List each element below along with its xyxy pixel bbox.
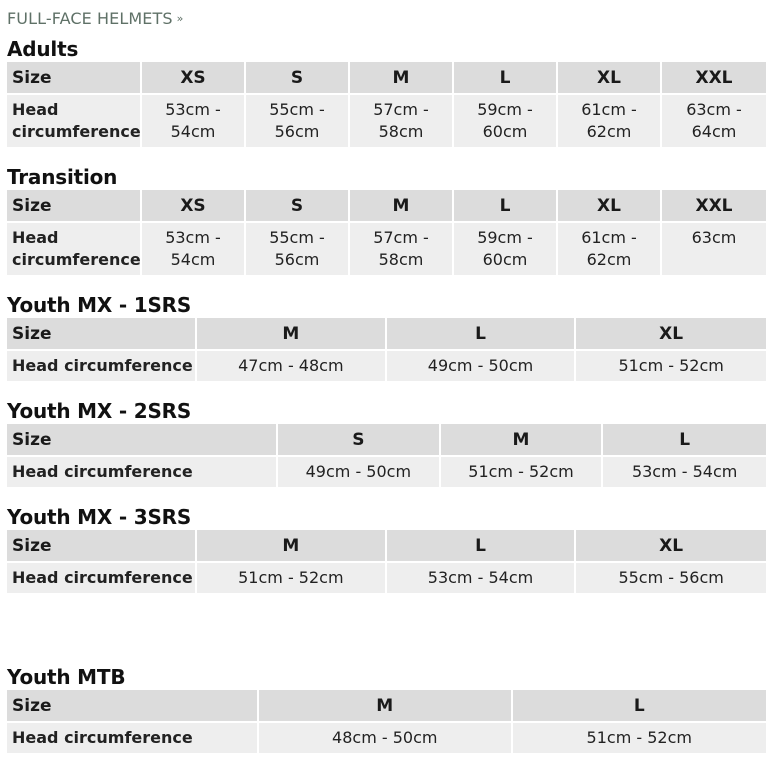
page-heading-label: FULL-FACE HELMETS: [7, 9, 173, 28]
table-header-row: [7, 690, 766, 723]
value-cell: 48cm - 50cm: [259, 723, 513, 753]
table-header-row: [7, 62, 766, 95]
value-cell: 57cm - 58cm: [350, 223, 454, 275]
size-cell: M: [259, 690, 513, 723]
size-cell: XL: [576, 318, 766, 351]
table-value-row: [7, 95, 766, 147]
size-table-youth-mx-2srs: [7, 424, 766, 487]
size-cell: XXL: [662, 190, 766, 223]
section-title-youth-mx-3srs: Youth MX - 3SRS: [7, 505, 192, 529]
size-row-label: Size: [7, 318, 197, 351]
value-cell: 53cm - 54cm: [387, 563, 577, 593]
value-cell: 55cm - 56cm: [576, 563, 766, 593]
value-cell: 47cm - 48cm: [197, 351, 387, 381]
value-cell: 63cm - 64cm: [662, 95, 766, 147]
head-circumference-label: Head circumference: [7, 563, 197, 593]
value-cell: 61cm - 62cm: [558, 223, 662, 275]
value-cell: 49cm - 50cm: [387, 351, 577, 381]
size-row-label: Size: [7, 530, 197, 563]
chevron-down-icon: »: [176, 12, 184, 25]
size-table-youth-mx-3srs: [7, 530, 766, 593]
table-value-row: [7, 723, 766, 753]
size-cell: L: [513, 690, 767, 723]
size-cell: XXL: [662, 62, 766, 95]
value-cell: 53cm - 54cm: [603, 457, 766, 487]
head-circumference-label: Head circumference: [7, 457, 278, 487]
value-cell: 59cm - 60cm: [454, 95, 558, 147]
value-cell: 49cm - 50cm: [278, 457, 441, 487]
head-circumference-label: Head circumference: [7, 95, 142, 147]
size-row-label: Size: [7, 690, 259, 723]
size-row-label: Size: [7, 62, 142, 95]
table-header-row: [7, 318, 766, 351]
size-cell: XL: [558, 190, 662, 223]
value-cell: 57cm - 58cm: [350, 95, 454, 147]
size-cell: XL: [558, 62, 662, 95]
value-cell: 61cm - 62cm: [558, 95, 662, 147]
size-cell: M: [197, 530, 387, 563]
size-table-youth-mtb: [7, 690, 766, 753]
table-value-row: [7, 457, 766, 487]
value-cell: 51cm - 52cm: [576, 351, 766, 381]
size-cell: S: [246, 62, 350, 95]
size-cell: M: [197, 318, 387, 351]
size-row-label: Size: [7, 424, 278, 457]
page-heading[interactable]: [7, 9, 183, 28]
section-title-transition: Transition: [7, 165, 118, 189]
size-table-adults: [7, 62, 766, 147]
size-cell: S: [278, 424, 441, 457]
section-title-adults: Adults: [7, 37, 79, 61]
section-title-youth-mx-2srs: Youth MX - 2SRS: [7, 399, 192, 423]
size-cell: L: [454, 62, 558, 95]
section-title-youth-mtb: Youth MTB: [7, 665, 126, 689]
value-cell: 55cm - 56cm: [246, 223, 350, 275]
value-cell: 55cm - 56cm: [246, 95, 350, 147]
size-table-transition: [7, 190, 766, 275]
head-circumference-label: Head circumference: [7, 723, 259, 753]
table-header-row: [7, 190, 766, 223]
size-row-label: Size: [7, 190, 142, 223]
table-header-row: [7, 530, 766, 563]
value-cell: 63cm: [662, 223, 766, 275]
size-cell: L: [603, 424, 766, 457]
value-cell: 51cm - 52cm: [513, 723, 767, 753]
size-cell: M: [350, 190, 454, 223]
table-header-row: [7, 424, 766, 457]
table-value-row: [7, 223, 766, 275]
size-table-youth-mx-1srs: [7, 318, 766, 381]
size-cell: XS: [142, 62, 246, 95]
value-cell: 53cm - 54cm: [142, 95, 246, 147]
size-cell: L: [387, 318, 577, 351]
value-cell: 51cm - 52cm: [441, 457, 604, 487]
head-circumference-label: Head circumference: [7, 351, 197, 381]
value-cell: 59cm - 60cm: [454, 223, 558, 275]
size-cell: L: [387, 530, 577, 563]
value-cell: 51cm - 52cm: [197, 563, 387, 593]
size-cell: XS: [142, 190, 246, 223]
size-cell: XL: [576, 530, 766, 563]
size-cell: M: [350, 62, 454, 95]
size-cell: S: [246, 190, 350, 223]
head-circumference-label: Head circumference: [7, 223, 142, 275]
table-value-row: [7, 351, 766, 381]
size-cell: L: [454, 190, 558, 223]
value-cell: 53cm - 54cm: [142, 223, 246, 275]
section-title-youth-mx-1srs: Youth MX - 1SRS: [7, 293, 192, 317]
size-cell: M: [441, 424, 604, 457]
table-value-row: [7, 563, 766, 593]
